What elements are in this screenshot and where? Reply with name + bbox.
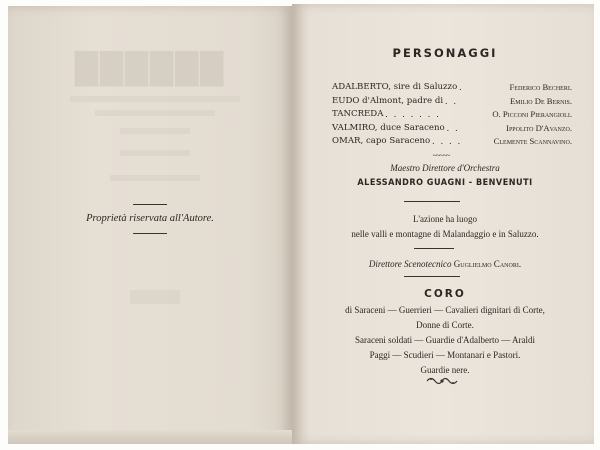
- chorus-line: Guardie nere.: [420, 365, 470, 375]
- show-through-line: [120, 150, 190, 156]
- left-page-edge: [8, 430, 292, 444]
- setting-line: L'azione ha luogo: [412, 214, 478, 224]
- conductor-name: ALESSANDRO GUAGNI - BENVENUTI: [357, 178, 533, 188]
- cast-row: [332, 136, 572, 150]
- scenography-credit: [300, 259, 590, 269]
- chorus-line: Donne di Corte.: [416, 320, 474, 330]
- show-through-line: [110, 175, 200, 181]
- chorus-line: di Saraceni — Guerrieri — Cavalieri dignitari di Corte,: [345, 305, 545, 315]
- section-rule: [404, 276, 460, 277]
- cast-role: ADALBERTO, sire di Saluzzo: [332, 82, 458, 92]
- cast-actor: Ippolito D'Avanzo.: [506, 122, 572, 133]
- cast-dots: . . . .: [432, 136, 462, 146]
- cast-dots: .: [459, 82, 464, 92]
- cast-dots: . . . . . . .: [385, 109, 441, 119]
- cast-role: TANCREDA: [332, 109, 384, 119]
- cast-role: VALMIRO, duce Saraceno: [332, 122, 445, 133]
- cast-row: [332, 82, 572, 96]
- tailpiece-ornament-icon: [425, 375, 459, 387]
- conductor-label: Maestro Direttore d'Orchestra: [390, 163, 500, 173]
- cast-row: [332, 96, 572, 110]
- show-through-title: ██████: [74, 52, 226, 87]
- cast-row: [332, 109, 572, 123]
- section-rule: [404, 201, 460, 202]
- top-rule: [133, 204, 167, 205]
- show-through-emblem: [130, 290, 180, 304]
- cast-row: [332, 123, 572, 137]
- cast-title: PERSONAGGI: [392, 46, 498, 60]
- scenography-label: Direttore Scenotecnico: [368, 259, 452, 269]
- cast-dots: . .: [445, 95, 458, 106]
- bottom-rule: [133, 233, 167, 234]
- chorus-title: CORO: [424, 288, 466, 300]
- show-through-line: [70, 96, 240, 102]
- show-through-line: [120, 128, 190, 134]
- chorus-line: Paggi — Scudieri — Montanari e Pastori.: [369, 350, 521, 360]
- chorus-line: Saraceni soldati — Guardie d'Adalberto — Araldi: [354, 335, 536, 345]
- cast-dots: . .: [446, 122, 460, 133]
- section-rule: [414, 248, 454, 249]
- cast-actor: Federico Becheri.: [509, 82, 572, 92]
- cast-actor: Emilio De Bernis.: [510, 95, 572, 106]
- cast-actor: O. Picconi Pierangioli.: [492, 109, 572, 119]
- property-note: Proprietà riservata all'Autore.: [86, 213, 214, 224]
- show-through-line: [95, 110, 215, 116]
- scenography-name: Guglielmo Canori.: [453, 259, 522, 269]
- cast-list: [332, 82, 572, 150]
- setting-line: nelle valli e montagne di Malandaggio e in Saluzzo.: [351, 229, 539, 239]
- cast-actor: Clemente Scannavino.: [493, 136, 572, 146]
- cast-role: OMAR, capo Saraceno: [332, 136, 431, 146]
- divider-ornament: ~~~~~: [432, 151, 450, 160]
- cast-role: EUDO d'Almont, padre di: [332, 95, 444, 106]
